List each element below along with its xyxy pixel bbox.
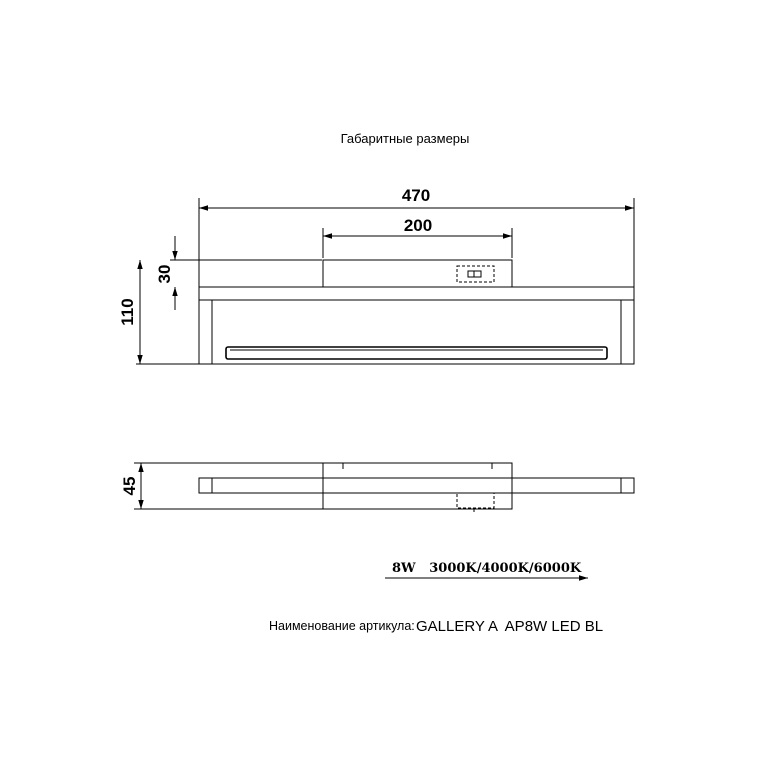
driver-outline: [457, 266, 494, 282]
dimension-45-label: 45: [120, 476, 139, 496]
dimension-200-label: 200: [403, 216, 433, 235]
spec-text: 8W 3000K/4000K/6000K: [392, 561, 582, 576]
led-strip: [226, 347, 607, 359]
dimension-30-label: 30: [155, 264, 174, 284]
article-label: Наименование артикула:: [269, 619, 415, 633]
article-value: GALLERY A AP8W LED BL: [416, 618, 604, 635]
dimension-110-label: 110: [118, 298, 137, 326]
side-mounting-box: [323, 463, 512, 509]
drawing-title: Габаритные размеры: [340, 131, 470, 146]
dimension-470-label: 470: [401, 186, 431, 205]
lamp-top-bar: [199, 287, 634, 300]
left-arm: [199, 300, 212, 364]
side-driver-outline: [457, 493, 494, 508]
mounting-box: [323, 260, 512, 287]
side-view: [120, 463, 634, 512]
side-bar: [199, 478, 634, 493]
front-view: [118, 186, 634, 364]
right-arm: [621, 300, 634, 364]
